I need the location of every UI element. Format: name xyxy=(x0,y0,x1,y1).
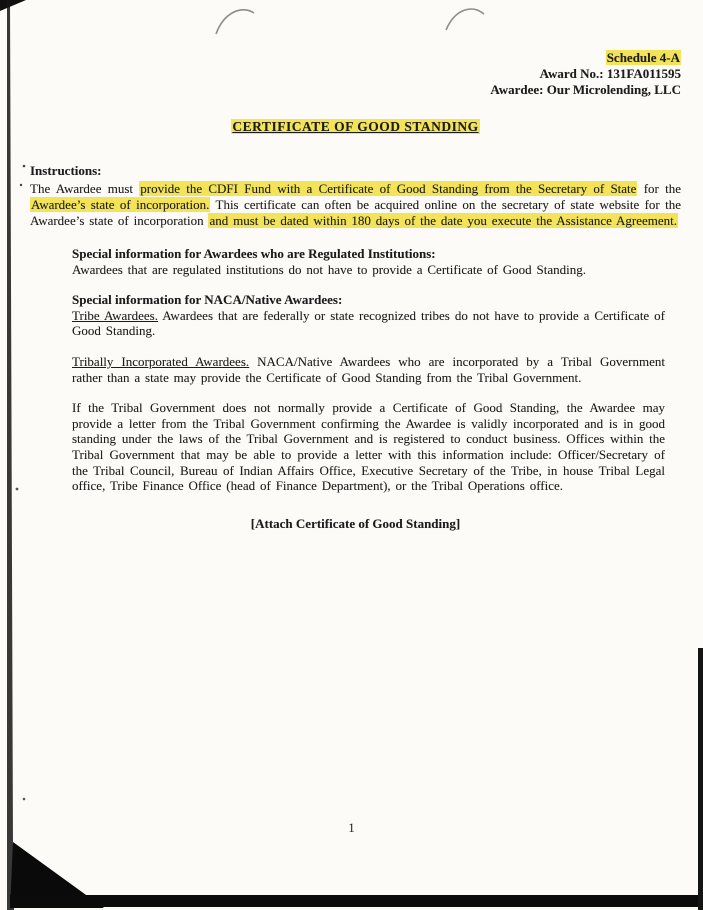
award-number-line: Award No.: 131FA011595 xyxy=(539,66,681,82)
schedule-label: Schedule 4-A xyxy=(606,50,680,65)
section-body xyxy=(72,308,665,339)
awardee-line: Awardee: Our Microlending, LLC xyxy=(490,82,681,98)
section-heading: Special information for NACA/Native Awardees: xyxy=(72,292,343,308)
section-body xyxy=(72,354,665,385)
page-title: CERTIFICATE OF GOOD STANDING xyxy=(232,119,479,135)
section-body: Awardees that are regulated institutions do not have to provide a Certificate of Good Standing. xyxy=(72,261,586,277)
highlighted-segment: Awardee’s state of incorporation. xyxy=(31,196,210,212)
tribally-incorporated-lead: Tribally Incorporated Awardees. xyxy=(72,354,250,370)
highlighted-segment: provide the CDFI Fund with a Certificate of Good Standing from the Secretary of State xyxy=(140,181,637,197)
instructions-heading: Instructions: xyxy=(30,163,102,179)
document-header xyxy=(30,50,681,98)
title-row xyxy=(30,118,681,136)
text-segment: NACA/Native Awardees who are incorporated by a Tribal Government rather than a state may provide the Certificate of Good Standing from the Tribal Government. xyxy=(72,354,666,385)
text-segment: The Awardee must xyxy=(30,181,140,197)
section-regulated-institutions xyxy=(72,246,665,277)
section-naca-native xyxy=(72,292,665,339)
right-edge-shadow xyxy=(698,648,703,910)
bottom-left-corner-shadow xyxy=(10,842,104,908)
text-segment: Awardees that are federally or state recognized tribes do not have to provide a Certificate of Good Standing. xyxy=(72,307,665,339)
attach-line: [Attach Certificate of Good Standing] xyxy=(250,515,461,531)
section-body: If the Tribal Government does not normally provide a Certificate of Good Standing, the Awardee may provide a letter from the Tribal Government confirming the Awardee is validly incorporated and is in good standing under the laws of the Tribal Government and is registered to conduct business. Offices within the Tribal Government that may be able to provide a letter with this information include: Officer/Secretary of the Tribal Council, Bureau of Indian Affairs Office, Executive Secretary of the Tribe, in house Tribal Legal office, Tribe Finance Office (head of Finance Department), or the Tribal Operations office. xyxy=(72,400,665,494)
highlighted-segment: and must be dated within 180 days of the date you execute the Assistance Agreement. xyxy=(209,212,678,228)
tribe-awardees-lead: Tribe Awardees. xyxy=(72,307,158,323)
instructions-paragraph xyxy=(30,181,681,228)
section-tribal-government-letter xyxy=(72,400,665,494)
section-tribally-incorporated xyxy=(72,354,665,385)
text-segment: for the xyxy=(637,181,681,197)
bottom-edge-shadow xyxy=(10,895,703,907)
page-number: 1 xyxy=(348,820,355,835)
section-heading: Special information for Awardees who are Regulated Institutions: xyxy=(72,246,436,262)
scan-speck xyxy=(23,798,26,801)
schedule-line xyxy=(30,50,681,66)
sections xyxy=(72,246,665,494)
text-segment: This certificate can often be acquired online on the secretary of state website for the Awardee’s state of incorporation xyxy=(30,196,681,228)
